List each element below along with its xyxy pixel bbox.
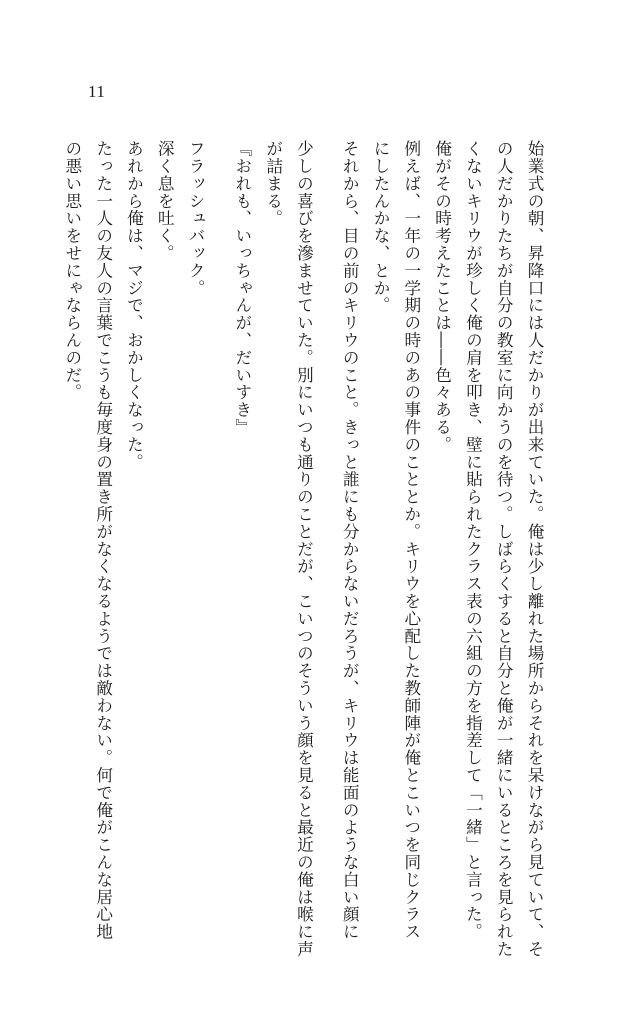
text-line: 始業式の朝、昇降口には人だかりが出来ていた。俺は少し離れた場所からそれを呆けながら見ていて、そ [525,140,544,958]
text-line: 『おれも、いっちゃんが、だいすき』 [232,140,252,436]
text-line: それから、目の前のキリウのこと。きっと誰にも分からないだろうが、キリウは能面のような白い顔に [340,140,360,941]
text-line: 深く息を吐く。 [155,140,175,262]
text-line: フラッシュバック。 [186,140,206,297]
text-line: が詰まる。 [263,140,283,227]
text-line: くないキリウが珍しく俺の肩を叩き、壁に貼られたクラス表の六組の方を指差して「一緒」と言った。 [463,140,483,941]
text-line: の人だかりたちが自分の教室に向かうのを待つ。しばらくすると自分と俺が一緒にいるところを見られた [494,140,514,958]
text-line: 俺がその時考えたことは――色々ある。 [432,140,452,454]
body-text [56,140,549,958]
text-line: にしたんかな、とか。 [371,140,391,314]
text-line: たった一人の友人の言葉でこうも毎度身の置き所がなくなるようでは敵わない。何で俺がこんな居心地 [93,140,113,941]
text-line: の悪い思いをせにゃならんのだ。 [62,140,82,401]
text-line: 少しの喜びを滲ませていた。別にいつも通りのことだが、こいつのそういう顔を見ると最近の俺は喉に声 [294,140,314,958]
page-number: 11 [88,82,106,101]
text-line: あれから俺は、マジで、おかしくなった。 [124,140,144,471]
text-line: 例えば、一年の一学期の時のあの事件のこととか。キリウを心配した教師陣が俺とこいつを同じクラス [401,140,421,941]
